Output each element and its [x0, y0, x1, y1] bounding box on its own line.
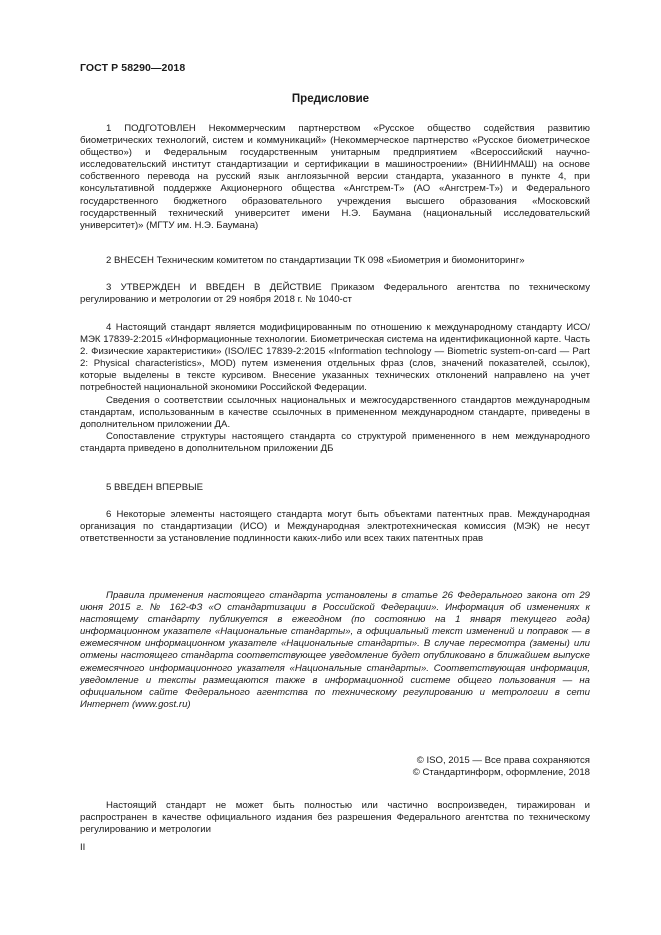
paragraph: Сопоставление структуры настоящего стандарта со структурой примененного в нем международного стандарта приведено в дополнительном приложении ДБ [80, 430, 590, 454]
paragraph: 6 Некоторые элементы настоящего стандарта могут быть объектами патентных прав. Международная организация по стандартизации (ИСО) и Международная электротехническая комиссия (МЭК) не несут ответственности за установление подлинности каких-либо или всех таких патентных прав [80, 509, 590, 545]
copyright-block [80, 755, 590, 779]
rules-notice [80, 590, 590, 711]
copyright-line: © Стандартинформ, оформление, 2018 [412, 767, 590, 779]
section-4 [80, 322, 590, 455]
paragraph: Правила применения настоящего стандарта установлены в статье 26 Федерального закона от 29 июня 2015 г. № 162-ФЗ «О стандартизации в Российской Федерации». Информация об изменениях к настоящему стандарту публикуется в ежегодном (по состоянию на 1 января текущего года) информационном указателе «Национальные стандарты», а официальный текст изменений и поправок — в ежемесячном информационном указателе «Национальные стандарты». В случае пересмотра (замены) или отмены настоящего стандарта соответствующее уведомление будет опубликовано в ближайшем выпуске ежемесячного информационного указателя «Национальные стандарты». Соответствующая информация, уведомление и тексты размещаются также в информационной системе общего пользования — на официальном сайте Федерального агентства по техническому регулированию и метрологии в сети Интернет (www.gost.ru) [80, 590, 590, 710]
paragraph: Сведения о соответствии ссылочных национальных и межгосударственного стандартов международным стандартам, использованным в качестве ссылочных в примененном международном стандарте, приведены в дополнительном приложении ДА. [80, 394, 590, 430]
section-6 [80, 509, 590, 545]
section-1 [80, 123, 590, 232]
copyright-line: © ISO, 2015 — Все права сохраняются [416, 755, 590, 766]
paragraph: 4 Настоящий стандарт является модифицированным по отношению к международному стандарту ИСО/МЭК 17839-2:2015 «Информационные технологии. Биометрическая система на идентификационной карте. Часть 2. Физические характеристики» (ISO/IEC 17839-2:2015 «Information technology — Biometric system-on-card — Part 2: Physical characteristics», MOD) путем изменения отдельных фраз (слов, значений показателей, ссылок), которые выделены в тексте курсивом. Внесение указанных технических отклонений направлено на учет потребностей национальной экономики Российской Федерации. [80, 322, 590, 394]
paragraph: Настоящий стандарт не может быть полностью или частично воспроизведен, тиражирован и распространен в качестве официального издания без разрешения Федерального агентства по техническому регулированию и метрологии [80, 800, 590, 836]
page-title: Предисловие [291, 93, 370, 105]
section-2 [80, 255, 590, 267]
paragraph: 1 ПОДГОТОВЛЕН Некоммерческим партнерством «Русское общество содействия развитию биометрических технологий, систем и коммуникаций» (Некоммерческое партнерство «Русское биометрическое общество») и Федеральным государственным унитарным предприятием «Всероссийский научно-исследовательский институт стандартизации и сертификации в машиностроении» (ВНИИНМАШ) на основе собственного перевода на русский язык англоязычной версии стандарта, указанного в пункте 4, при консультативной поддержке Акционерного общества «Ангстрем-Т» (АО «Ангстрем-Т») и Федерального государственного бюджетного образовательного учреждения высшего образования «Московский государственный технический университет имени Н.Э. Баумана (национальный исследовательский университет)» (МГТУ им. Н.Э. Баумана) [80, 123, 590, 231]
paragraph: 2 ВНЕСЕН Техническим комитетом по стандартизации ТК 098 «Биометрия и биомониторинг» [106, 255, 525, 266]
page-number: II [80, 842, 86, 853]
section-3 [80, 282, 590, 306]
section-5 [80, 482, 590, 494]
paragraph: 5 ВВЕДЕН ВПЕРВЫЕ [106, 482, 204, 493]
standard-code: ГОСТ Р 58290—2018 [80, 62, 186, 74]
reproduction-notice [80, 800, 590, 836]
paragraph: 3 УТВЕРЖДЕН И ВВЕДЕН В ДЕЙСТВИЕ Приказом Федерального агентства по техническому регулированию и метрологии от 29 ноября 2018 г. № 1040-ст [80, 282, 590, 306]
